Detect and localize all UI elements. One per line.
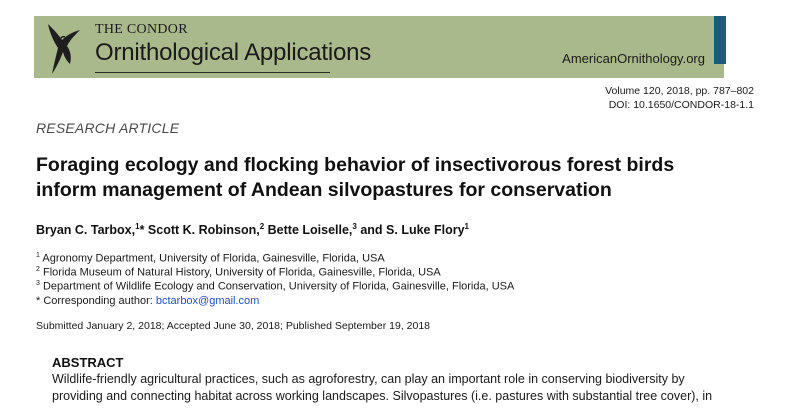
- author-affiliation-marker: 1: [464, 222, 469, 231]
- volume-info: Volume 120, 2018, pp. 787–802: [605, 85, 754, 97]
- abstract-text-line: providing and connecting habitat across working landscapes. Silvopastures (i.e. pastures with substantial tree cover), in: [52, 389, 713, 403]
- abstract-heading: ABSTRACT: [52, 355, 124, 370]
- condor-bird-logo-icon: [40, 20, 86, 78]
- affiliation-item: [36, 252, 385, 265]
- article-title: [36, 153, 776, 203]
- affiliation-text: Florida Museum of Natural History, University of Florida, Gainesville, Florida, USA: [42, 266, 441, 279]
- corresponding-author: [36, 295, 259, 307]
- affiliation-number: 3: [36, 280, 40, 287]
- journal-title-rule: [95, 72, 330, 73]
- author-name: Bryan C. Tarbox,: [36, 223, 136, 238]
- banner-accent-tab: [714, 16, 726, 64]
- journal-name-main: Ornithological Applications: [95, 39, 372, 66]
- author-affiliation-marker: 1: [135, 222, 140, 231]
- doi-info[interactable]: DOI: 10.1650/CONDOR-18-1.1: [608, 99, 754, 111]
- abstract-text-line: Wildlife-friendly agricultural practices, such as agroforestry, can play an important role in conserving biodiversity by: [52, 372, 685, 386]
- publication-dates: Submitted January 2, 2018; Accepted June 30, 2018; Published September 19, 2018: [36, 320, 431, 332]
- article-title-line: Foraging ecology and flocking behavior of insectivorous forest birds: [36, 154, 675, 176]
- journal-name-top: THE CONDOR: [95, 22, 188, 37]
- author-affiliation-marker: 3: [352, 222, 357, 231]
- journal-website-link[interactable]: AmericanOrnithology.org: [562, 51, 705, 66]
- author-name: and S. Luke Flory: [360, 223, 465, 238]
- article-title-line: inform management of Andean silvopastures for conservation: [36, 179, 612, 201]
- affiliation-number: 1: [36, 252, 40, 259]
- affiliation-item: [36, 280, 514, 293]
- affiliation-number: 2: [36, 266, 40, 273]
- affiliation-text: Agronomy Department, University of Florida, Gainesville, Florida, USA: [42, 252, 385, 265]
- article-type-label: RESEARCH ARTICLE: [36, 120, 180, 136]
- corresponding-label: * Corresponding author:: [36, 295, 153, 307]
- affiliation-text: Department of Wildlife Ecology and Conservation, University of Florida, Gainesville, Florida, USA: [42, 280, 515, 293]
- author-name: Bette Loiselle,: [267, 223, 353, 238]
- author-name: Scott K. Robinson,: [147, 223, 260, 238]
- affiliation-item: [36, 266, 441, 279]
- author-affiliation-marker: 2: [259, 222, 265, 231]
- corresponding-marker: *: [139, 223, 148, 238]
- author-list: [36, 222, 469, 237]
- email-link[interactable]: bctarbox@gmail.com: [155, 295, 260, 307]
